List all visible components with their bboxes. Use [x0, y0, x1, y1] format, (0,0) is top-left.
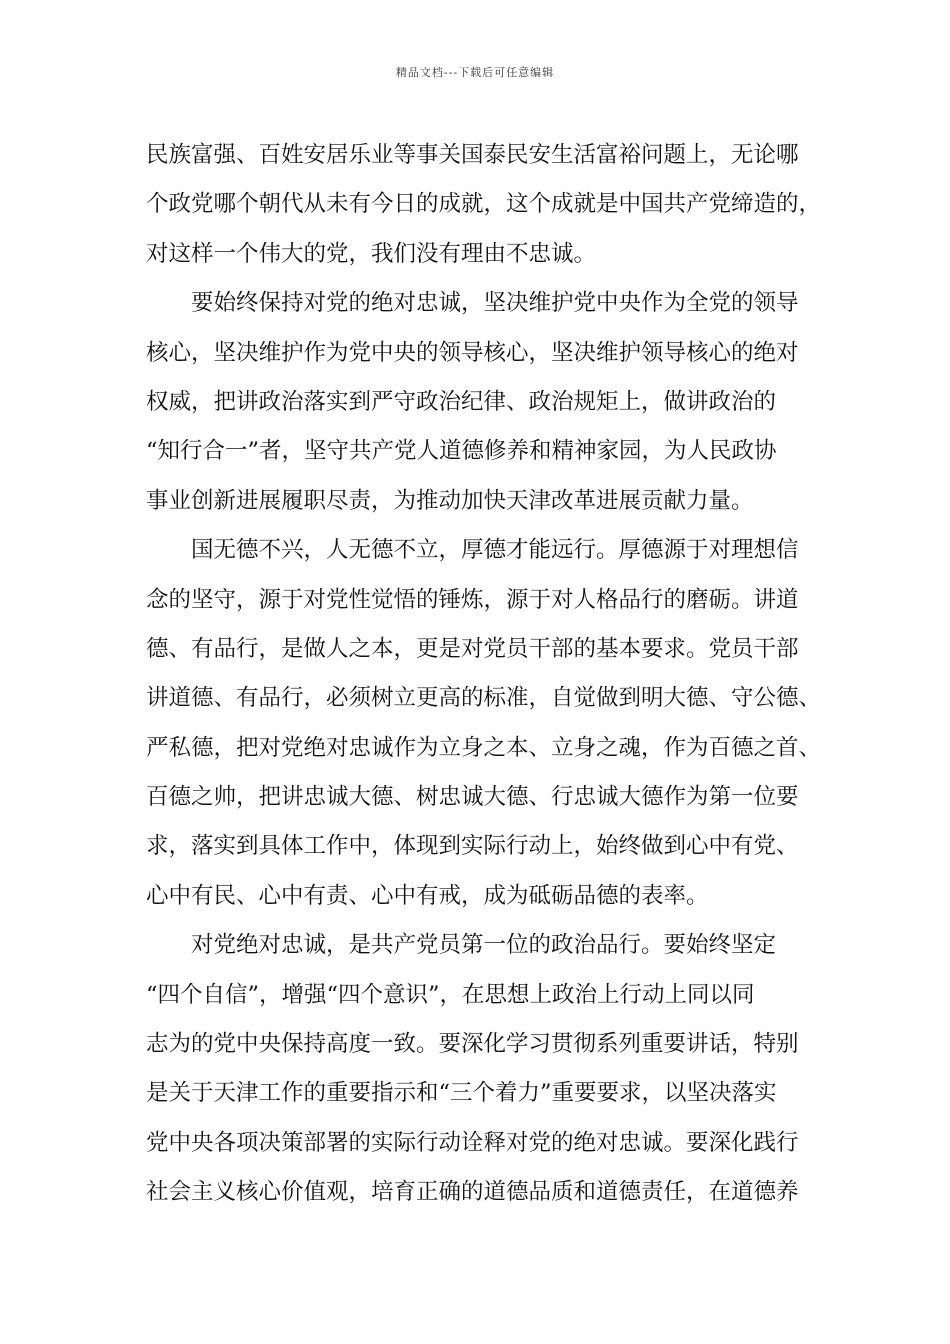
text-line: 百德之帅，把讲忠诚大德、树忠诚大德、行忠诚大德作为第一位要	[146, 784, 799, 811]
text-line: 核心，坚决维护作为党中央的领导核心，坚决维护领导核心的绝对	[146, 339, 799, 366]
text-line: 党中央各项决策部署的实际行动诠释对党的绝对忠诚。要深化践行	[146, 1129, 799, 1156]
text-line: 对党绝对忠诚，是共产党员第一位的政治品行。要始终坚定	[191, 932, 777, 959]
text-line: 念的坚守，源于对党性觉悟的锤炼，源于对人格品行的磨砺。讲道	[146, 586, 799, 613]
text-line: 要始终保持对党的绝对忠诚，坚决维护党中央作为全党的领导	[191, 290, 799, 317]
text-line: “四个自信”，增强“四个意识”，在思想上政治上行动上同以同	[146, 981, 755, 1008]
text-line: 德、有品行，是做人之本，更是对党员干部的基本要求。党员干部	[146, 635, 799, 662]
text-line: “知行合一”者，坚守共产党人道德修养和精神家园，为人民政协	[146, 438, 777, 465]
document-body	[146, 131, 836, 1218]
text-line: 求，落实到具体工作中，体现到实际行动上，始终做到心中有党、	[146, 833, 799, 860]
page-header: 精品文档---下载后可任意编辑	[395, 66, 555, 79]
text-line: 国无德不兴，人无德不立，厚德才能远行。厚德源于对理想信	[191, 537, 799, 564]
text-line: 权威，把讲政治落实到严守政治纪律、政治规矩上，做讲政治的	[146, 388, 777, 415]
text-line: 个政党哪个朝代从未有今日的成就，这个成就是中国共产党缔造的，	[146, 191, 822, 218]
text-line: 是关于天津工作的重要指示和“三个着力”重要要求，以坚决落实	[146, 1080, 777, 1107]
text-line: 对这样一个伟大的党，我们没有理由不忠诚。	[146, 240, 597, 267]
text-line: 讲道德、有品行，必须树立更高的标准，自觉做到明大德、守公德、	[146, 685, 822, 712]
text-line: 严私德，把对党绝对忠诚作为立身之本、立身之魂，作为百德之首、	[146, 734, 822, 761]
text-line: 事业创新进展履职尽责，为推动加快天津改革进展贡献力量。	[146, 487, 754, 514]
text-line: 社会主义核心价值观，培育正确的道德品质和道德责任，在道德养	[146, 1179, 799, 1206]
text-line: 志为的党中央保持高度一致。要深化学习贯彻系列重要讲话，特别	[146, 1031, 799, 1058]
text-line: 民族富强、百姓安居乐业等事关国泰民安生活富裕问题上，无论哪	[146, 142, 799, 168]
text-line: 心中有民、心中有责、心中有戒，成为砥砺品德的表率。	[146, 882, 709, 909]
